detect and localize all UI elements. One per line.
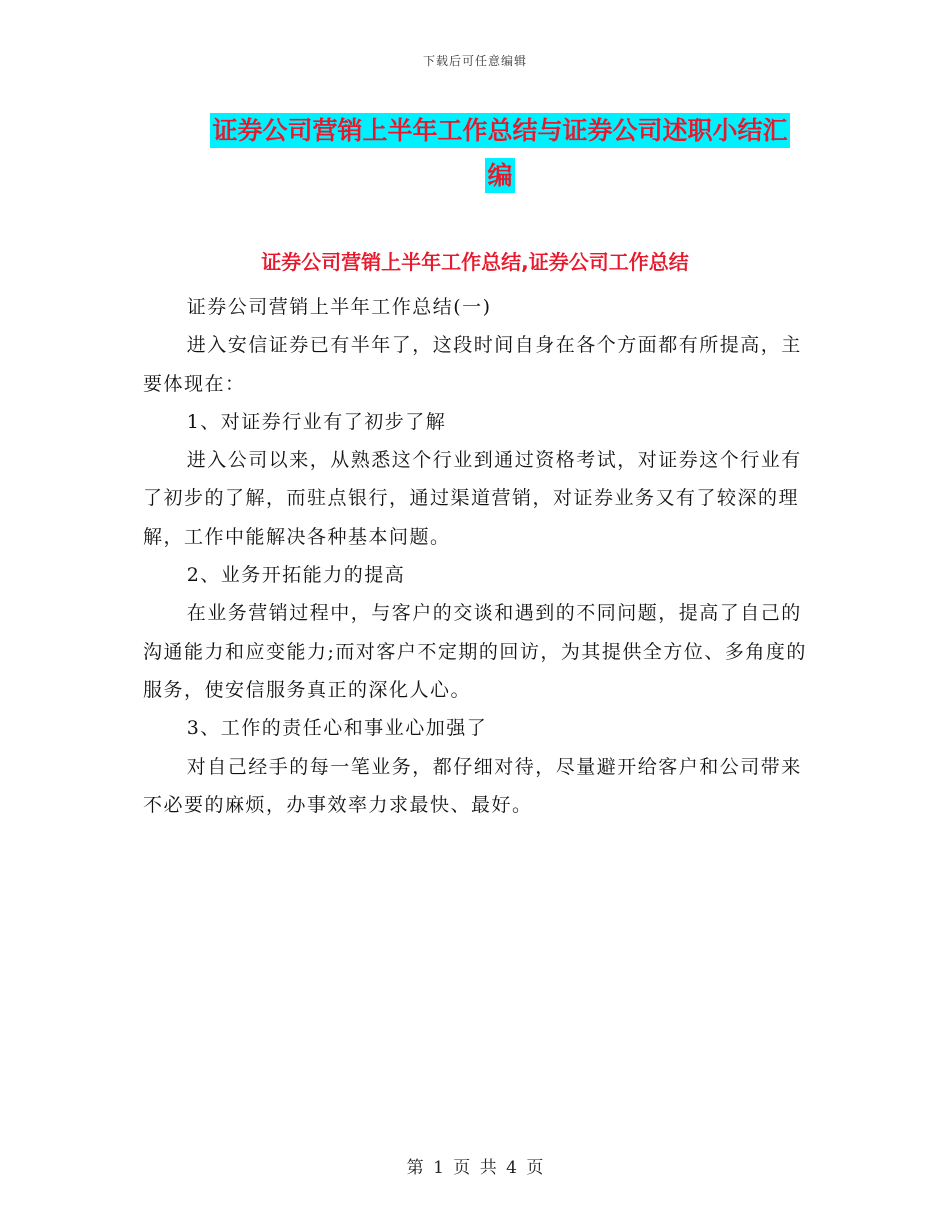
body-paragraph: 对自己经手的每一笔业务，都仔细对待，尽量避开给客户和公司带来不必要的麻烦，办事效率力求最快、最好。 xyxy=(143,755,802,816)
page-header-note: 下载后可任意编辑 xyxy=(422,54,527,68)
body-paragraph: 进入公司以来，从熟悉这个行业到通过资格考试，对证券这个行业有了初步的了解，而驻点银行，通过渠道营销，对证券业务又有了较深的理解，工作中能解决各种基本问题。 xyxy=(143,449,802,548)
list-item-heading: 1、对证券行业有了初步了解 xyxy=(186,410,447,433)
section-heading: 证券公司营销上半年工作总结(一) xyxy=(186,296,492,318)
document-body xyxy=(143,288,807,824)
document-title-line-1: 证券公司营销上半年工作总结与证券公司述职小结汇 xyxy=(210,113,789,148)
list-item-heading: 3、工作的责任心和事业心加强了 xyxy=(186,717,488,740)
list-item-heading: 2、业务开拓能力的提高 xyxy=(186,564,406,587)
document-subtitle: 证券公司营销上半年工作总结,证券公司工作总结 xyxy=(261,250,689,274)
document-title xyxy=(195,108,805,198)
body-paragraph: 在业务营销过程中，与客户的交谈和遇到的不同问题，提高了自己的沟通能力和应变能力;而对客户不定期的回访，为其提供全方位、多角度的服务，使安信服务真正的深化人心。 xyxy=(143,602,807,701)
body-paragraph: 进入安信证券已有半年了，这段时间自身在各个方面都有所提高，主要体现在： xyxy=(143,334,802,395)
page-number: 第 1 页 共 4 页 xyxy=(406,1158,544,1178)
document-title-line-2: 编 xyxy=(485,158,514,193)
